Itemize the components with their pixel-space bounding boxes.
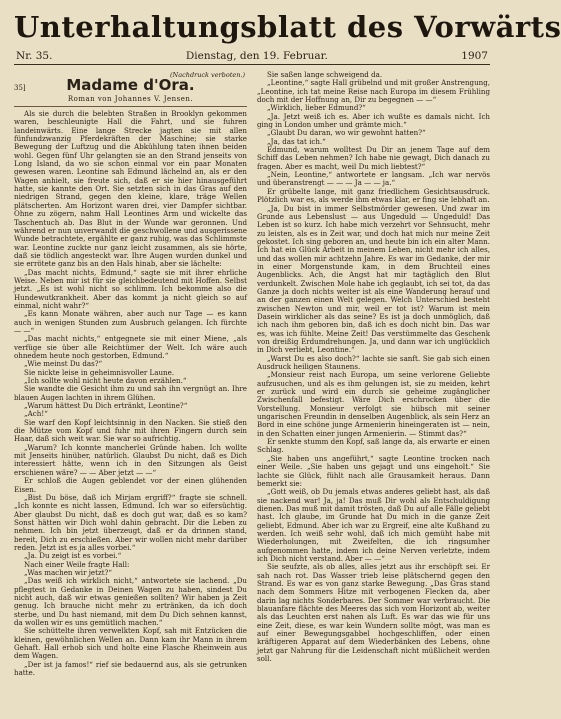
paragraph: „Warum hättest Du Dich ertränkt, Leontine?“ [24, 401, 188, 411]
issue-number: Nr. 35. [16, 50, 53, 62]
masthead-title: Unterhaltungsblatt des Vorwärts [14, 10, 561, 44]
story-byline: Roman von Johannes V. Jensen. [67, 94, 194, 103]
paragraph: „Wirklich, lieber Edmund?“ [267, 103, 366, 113]
paragraph: Nach einer Weile fragte Hall: [24, 559, 130, 569]
paragraph: „Monsieur reist nach Europa, um seine verlorene Geliebte aufzusuchen, und als es ihm gelungen ist, sie zu meiden, kehrt er zurück und wird ein durch sie geheime zugänglicher Zwischenfall befestigt. Wäre Dich erschrocken über die Vorstellung. Monsieur verfolgt sie hübsch mit seiner ungarischen Freundin in denselben Augenblick, als sein Herz an Bord in eine schöne junge Armenierin hineingeraten ist — nein, in den Schatten einer jungen Armenierin. — Stimmt das?“ [257, 370, 490, 438]
paragraph: Sie wandte die Gesicht ihm zu und sah ihn vergnügt an. Ihre blauen Augen lachten in ihrem Glühen. [14, 384, 247, 402]
paragraph: Sie saßen lange schweigend da. [267, 70, 383, 79]
paragraph: „Leontine,“ sagte Hall grübelnd und mit großer Anstrengung, „Leontine, ich tat meine Reise nach Europa im diesem Frühling doch mit der Hoffnung an, Dir zu begegnen — —“ [257, 78, 490, 105]
paragraph: Als sie durch die belebten Straßen in Brooklyn gekommen waren, beschleunigte Hall die Fahrt, und sie fuhren landeinwärts. Eine lange Strecke jagten sie mit allen fünfundzwanzig Pferdekräften der Maschine; sie starke Bewegung der Luftzug und die Abkühlung taten ihnen beiden wohl. Gegen fünf Uhr gelangten sie an den Strand jenseits von Long Island, da wo sie schon einmal vor ein paar Monaten gewesen waren. Leontine sah Edmund lächelnd an, als er den Wagen anhielt, sie freute sich, daß er sie hier hinausgeführt hatte, sie kannte den Ort. Sie setzten sich in das Gras auf den niedrigen Strand, gegen den kleine, klare, träge Wellen plätscherten. Am Horizont waren drei, vier Dampfer sichtbar. Ohne zu zögern, nahm Hall Leontines Arm und wickelte das Taschentuch ab. Das Blut in der Wunde war geronnen. Und während er nun unverwandt die geschwollene und ausgerissene Wunde betrachtete, ergählte er ganz ruhig, was das Schlimmste war. Leontine zuckte nur ganz leicht zusammen, als sie hörte, daß sie tödlich angesteckt war. Ihre Augen wurden dunkel und sie errötete ganz bis an den Hals hinab, aber sie lächelte: [14, 109, 247, 269]
paragraph: „Ja, Du bist in immer Selbstmörder gewesen. Und zwar im Grunde aus Lebenslust — aus Ungeduld — Ungeduld! Das Leben ist so kurz. Ich habe mich verzehrt vor Sehnsucht, mehr zu leisten, als es in Zeit war, und doch hat mich nur meine Zeit gekostet. Ich sing geboren an, und heute bin ich ein alter Mann. Ich hat ein Glück Arbeit in meinem Leben, nicht mehr ich alles, und das wollen mir achtzehn Jahre. Es war im Gedanke, der mir in einer Morgenstunde kam, in dem Bruchteil eines Augenblicks. Ach, die Angst hat mir tagtäglich den Blut verdunkelt. Zwischen Mole habe ich geglaubt, ich sei tot, da das Ganze ja doch nichts weiter ist als eine Wanderung herauf und an der ganzen einen Welt gelegen. Welch Unterschied besteht zwischen Newton und mir, weil er tot ist? Warum ist mein Dasein wirklicher als das seine? Es ist ja doch unmöglich, daß ich nach ihm geboren bin, daß ich es doch nicht bin. Das war es, was ich fühlte. Meine Zeit! Das verstümmelte das Geschenk von dreißig Erdumdrehungen. Ja, und dann war ich unglücklich in Dich verliebt, Leontine.“ [257, 203, 490, 355]
paragraph: Edmund, warum wolltest Du Dir an jenem Tage auf dem Schiff das Leben nehmen? Ich habe nie gewagt, Dich danach zu fragen. Aber es macht, weil Du mich liebtest?“ [257, 145, 490, 171]
paragraph: „Ich sollte wohl nicht heute davon erzählen.“ [24, 376, 187, 386]
paragraph: „Das weiß ich wirklich nicht,“ antwortete sie lachend. „Du pflegtest in Gedanke in Deinen Wagen zu haben, sindest Du nicht auch, daß wir etwas genießen sollten? Wir haben ja Zeit genug. Ich brauche nicht mehr zu ertränken, da ich doch sterbe, und Du hast niemand, mit dem Du Dich sehnen kannst, da wollen wir es uns gemütlich machen.“ [14, 576, 247, 627]
paragraph: „Ja. Jetzt weiß ich es. Aber ich wußte es damals nicht. Ich ging in London umher und grämte mich.“ [257, 111, 490, 130]
paragraph: „Der ist ja famos!“ rief sie bedauernd aus, als sie getrunken hatte. [14, 659, 247, 678]
reprint-notice: (Nachdruck verboten.) [170, 71, 245, 79]
paragraph: „Bist Du böse, daß ich Mirjam ergriff?“ fragte sie schnell. „Ich konnte es nicht lassen, Edmund. Ich war so eifersüchtig. Aber glaubst Du nicht, daß es doch gut war, daß es so kam? Sonst hätten wir Dich wohl dahin gebracht. Dir die Leben zu nehmen. Ich bin jetzt überzeugt, daß er da drinnen stand, bereit, Dich zu erschießen. Aber wir wollen nicht mehr darüber reden. Jetzt ist es ja alles vorbei.“ [14, 492, 247, 552]
paragraph: „Ach!“ [24, 409, 48, 419]
paragraph: „Was machen wir jetzt?“ [24, 567, 112, 577]
paragraph: Sie seufzte, als ob alles, alles jetzt aus ihr erschöpft sei. Er sah nach rot. Das Wasser trieb leise plätschernd gegen den Strand. Es war es von ganz starke Bewegung. „Das Gras stand nach dem Sommers Hitze mit verbogenen Flecken da, aber darin lag nichts Sonderbares. Der Sommer war verbraucht. Die blauanfare flächte des Meeres das sich vom Horizont ab, weiter als das Leuchten erst nahen als Luft. Es war das wie für uns eine Zeit, diese, es war kein Wundern sollte mögt, was man es auf einer Bewegungsgabbel hochgeschliffen, oder einen kräftigeren Apparat auf dem Wiederbänken des Lebens, ohne jetzt gar Nahrung für die Leidenschaft nicht müßlicheit werden soll. [257, 562, 490, 664]
paragraph: „Wie meinst Du das?“ [24, 359, 103, 369]
paragraph: „Glaubt Du daran, wo wir gewohnt hatten?“ [267, 128, 426, 138]
paragraph: „Das macht nichts,“ entgegnete sie mit einer Miene, „als verfüge sie über alle Reichtümer der Welt. Ich wäre auch ohnedem heute noch gestorben, Edmund.“ [14, 334, 247, 360]
paragraph: „Das macht nichts, Edmund,“ sagte sie mit ihrer ehrliche Weise. Neben mir ist für sie gleichbedeutend mit Hoffen. Selbst jetzt. „Es ist wohl nicht so schlimm. Ich bekomme also die Hundewutkrankheit. Aber das kommt ja nicht gleich so auf einmal, nicht wahr?“ [14, 267, 247, 310]
columns [14, 71, 490, 719]
story-header [14, 76, 247, 95]
paragraph: „Ja. Du zeigt ist es vorbei.“ [24, 551, 122, 561]
issue-year: 1907 [461, 50, 488, 62]
story-title: Madame d'Ora. [66, 76, 195, 95]
paragraph: „Sie haben uns angeführt,“ sagte Leontine trocken nach einer Weile. „Sie haben uns gejagt und uns eingeholt.“ Sie lachte sie Glück, fühlt nach alle Grausamkeit heraus. Dann bemerkt sie: [257, 453, 490, 488]
paragraph: Sie warf den Kopf leichtsinnig in den Nacken. Sie stieß den die Mütze vom Kopf und fuhr mit ihren Fingern durch sein Haar, daß sich weit war. Sie war so aufrichtig. [14, 417, 247, 444]
paragraph: „Gott weiß, ob Du jemals etwas anderes geliebt hast, als daß sie nackend war! Ja, ja! Das muß Dir wohl als Entschuldigung dienen. Das muß mit damit trösten, daß Du auf alle Fälle geliebt hast. Ich glaube, im Grunde hat Du mich in die ganze Zeit geliebt, Edmund. Aber ich war zu Ergreif, eine alte Kußhand zu werden. Ich weiß sehr wohl, daß ich mich gemüht habe mit Wiederholungen, mit Zweifelten, die ich ringsumher aufgenommen hatte, indem ich deine Nerven verletzte, indem ich Dich nicht verstand. Aber — —“ [257, 487, 490, 563]
paragraph: Er schloß die Augen geblendet vor der einen glühenden Eisen. [14, 476, 247, 494]
divider [14, 106, 247, 107]
paragraph: „Warst Du es also doch?“ lachte sie sanft. Sie gab sich einen Ausdruck heiligen Staunens. [257, 353, 490, 372]
paragraph: Er senkte stumm den Kopf, saß lange da, als erwarte er einen Schlag. [257, 437, 490, 455]
issue-date: Dienstag, den 19. Februar. [185, 50, 328, 62]
right-column [257, 71, 490, 719]
story-installment-number: 35] [14, 84, 26, 93]
paragraph: Sie schüttelte ihren verwelkten Kopf, sah mit Entzücken die kleinen, gewöhnlichen Wellen an. Dann kam ihr Mann in ihrem Gehaft. Hall erhob sich und holte eine Flasche Rheinwein aus dem Wagen. [14, 626, 247, 661]
left-column [14, 71, 247, 719]
paragraph: „Nein, Leontine,“ antwortete er langsam. „Ich war nervös und überanstrengt — — — Ja — — ja.“ [257, 170, 490, 188]
paragraph: „Ja, das tat ich.“ [267, 136, 326, 146]
issue-line [14, 48, 490, 65]
paragraph: Sie nickte leise in geheimnisvoller Laune. [24, 367, 175, 377]
paragraph: „Warum? Ich konnte mancherlei Gründe haben. Ich wollte mit Jenseits hinüber, natürlich. Glaubst Du nicht, daß es Dich interessiert hätte, wenn ich in den Sitzungen als Geist erschienen wäre? — — Aber jetzt — —“ [14, 442, 247, 477]
paragraph: „Es kann Monate währen, aber auch nur Tage — es kann auch in wenigen Stunden zum Ausbruch gelangen. Ich fürchte — —“ [14, 309, 247, 335]
paragraph: Er grübelte lange, mit ganz friedlichem Gesichtsausdruck. Plötzlich war es, als werde ihm etwas klar, er fing sie lebhaft an. [257, 186, 490, 205]
